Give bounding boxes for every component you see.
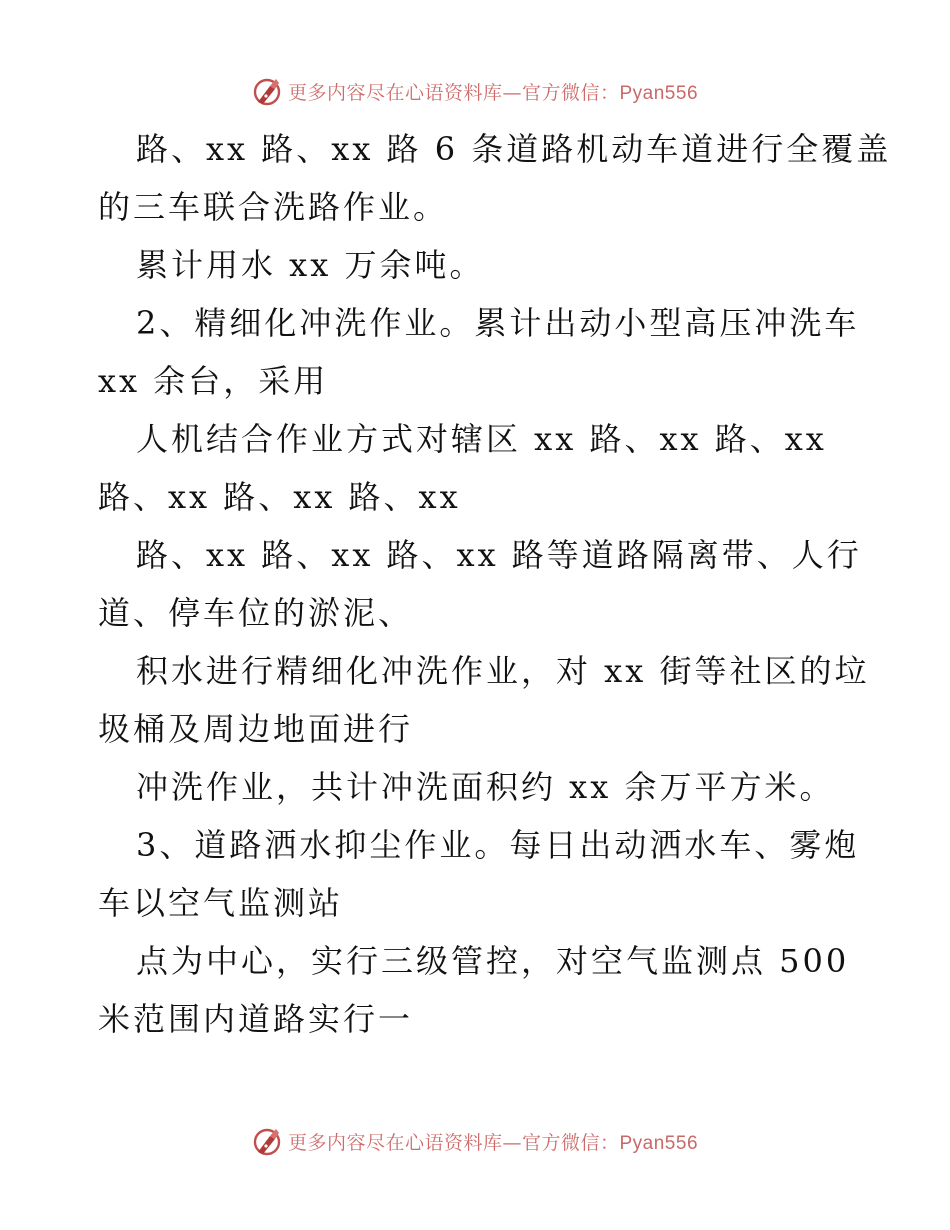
text-line: 人机结合作业方式对辖区 xx 路、xx 路、xx	[136, 420, 827, 458]
footer-banner-text: 更多内容尽在心语资料库—官方微信：Pyan556	[287, 1131, 699, 1154]
text-line: 点为中心，实行三级管控，对空气监测点 500	[136, 942, 850, 980]
text-line: 累计用水 xx 万余吨。	[136, 246, 485, 284]
header-banner	[0, 71, 950, 111]
pen-nib-logo-icon	[252, 76, 282, 106]
text-line: 车以空气监测站	[98, 884, 344, 922]
text-line: 2、精细化冲洗作业。累计出动小型高压冲洗车	[136, 304, 860, 342]
header-banner-text: 更多内容尽在心语资料库—官方微信：Pyan556	[287, 81, 699, 104]
text-line: 路、xx 路、xx 路 6 条道路机动车道进行全覆盖	[136, 130, 892, 168]
footer-banner	[0, 1121, 950, 1161]
text-line: 道、停车位的淤泥、	[98, 594, 414, 632]
text-line: 路、xx 路、xx 路、xx 路等道路隔离带、人行	[136, 536, 862, 574]
text-line: 圾桶及周边地面进行	[98, 710, 414, 748]
text-line: 3、道路洒水抑尘作业。每日出动洒水车、雾炮	[136, 826, 860, 864]
text-line: 路、xx 路、xx 路、xx	[98, 478, 461, 516]
footer-banner-id: Pyan556	[619, 1132, 699, 1154]
text-line: 积水进行精细化冲洗作业，对 xx 街等社区的垃	[136, 652, 870, 690]
text-line: 冲洗作业，共计冲洗面积约 xx 余万平方米。	[136, 768, 835, 806]
text-line: 的三车联合洗路作业。	[98, 188, 449, 226]
text-line: 米范围内道路实行一	[98, 1000, 414, 1038]
text-line: xx 余台，采用	[98, 362, 329, 400]
document-body	[98, 120, 892, 1048]
header-banner-id: Pyan556	[619, 82, 699, 104]
pen-nib-logo-icon	[252, 1126, 282, 1156]
